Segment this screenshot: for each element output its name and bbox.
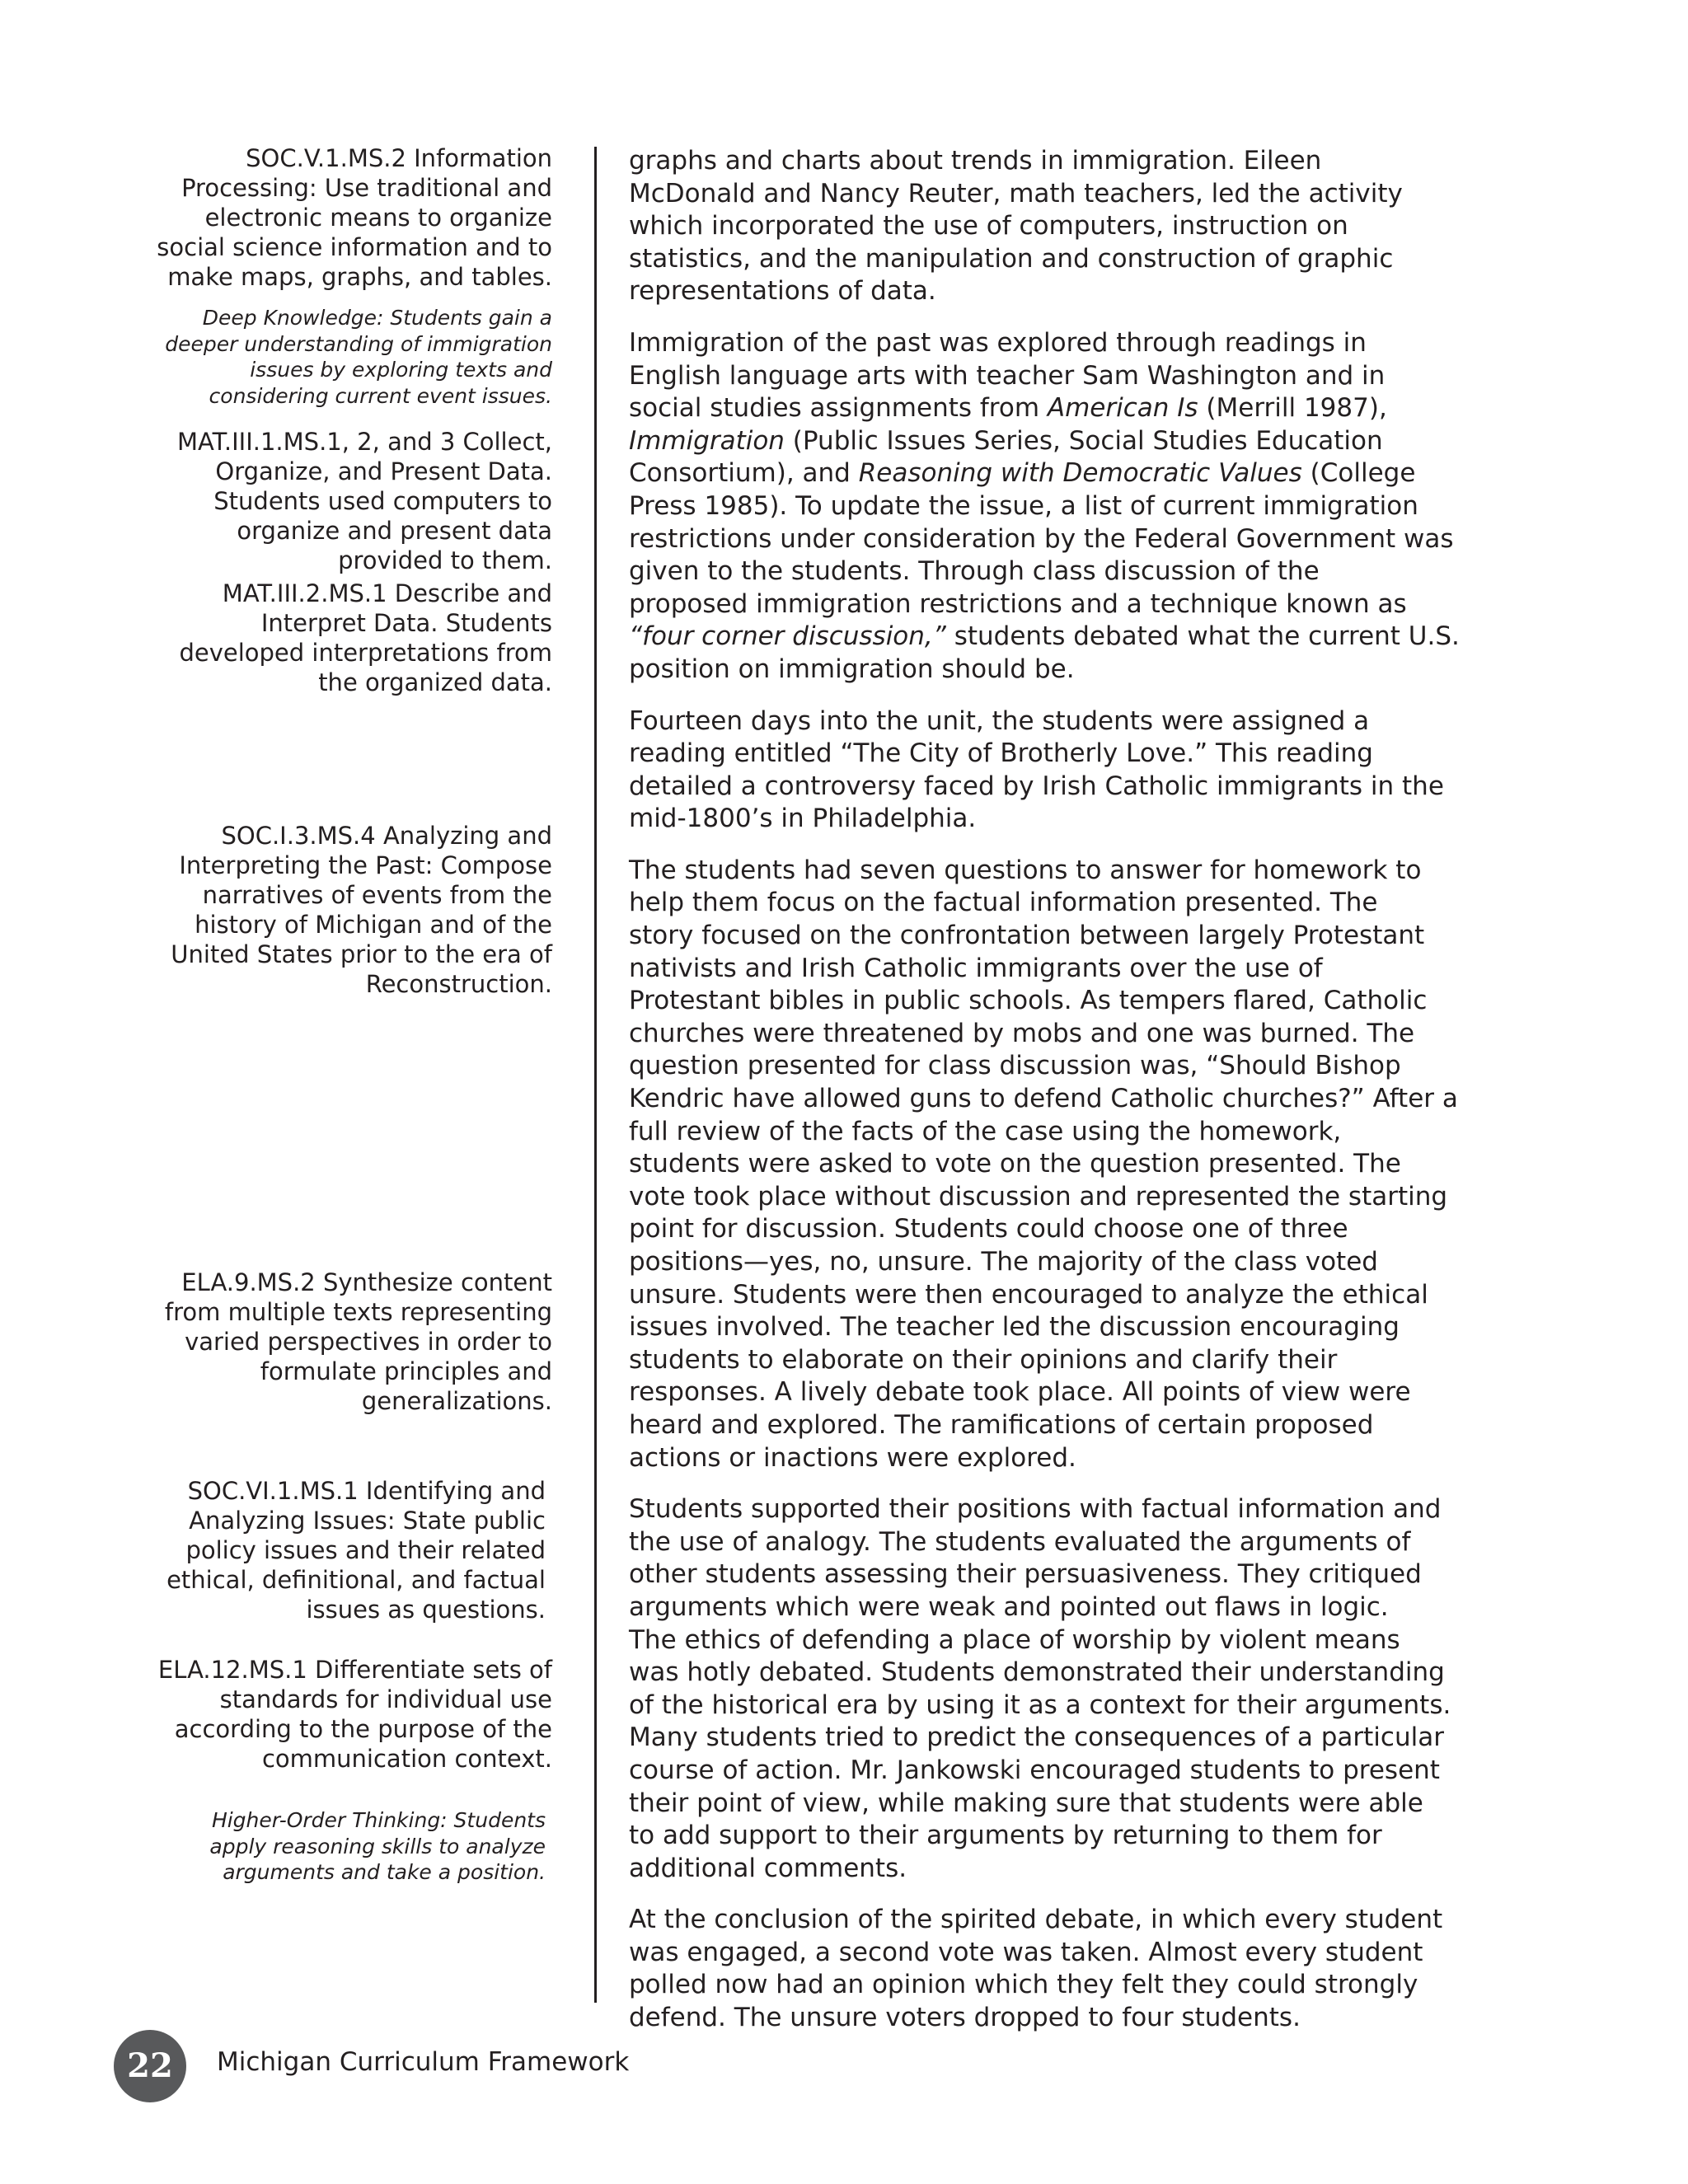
text-line: of the historical era by using it as a context for their arguments.: [629, 1690, 1451, 1720]
paragraph-1: [629, 145, 1498, 308]
text-line: to add support to their arguments by returning to them for: [629, 1821, 1382, 1851]
paragraph-5: [629, 1493, 1498, 1885]
book-title-immigration: Immigration: [629, 425, 785, 456]
text-line: Protestant bibles in public schools. As tempers flared, Catholic: [629, 986, 1428, 1016]
text-line: issues involved. The teacher led the discussion encouraging: [629, 1312, 1400, 1343]
paragraph-2: Immigration of the past was explored through readings in English language arts with teacher Sam Washington and in social studies assignments from American Is (Merrill 1987), Immigration (Public Issues Series, Social Studies Education Consortium), and Reasoning with Democratic Values (College Press 1985). To update the issue, a list of current immigration restrictions under consideration by the Federal Government was given to the students. Through class discussion of the proposed immigration restrictions and a technique known as “four corner discussion,” students debated what the current U.S. position on immigration should be.: [629, 327, 1460, 684]
text-line: according to the purpose of the: [174, 1715, 552, 1743]
paragraph-4: [629, 855, 1498, 1474]
text-line: defend. The unsure voters dropped to four students.: [629, 2003, 1301, 2033]
text-line: arguments and take a position.: [223, 1860, 546, 1884]
text-line: communication context.: [261, 1745, 552, 1773]
text-line: students to elaborate on their opinions and clarify their: [629, 1344, 1338, 1375]
standard-ela-9: [140, 1268, 552, 1416]
text-line: Students supported their positions with factual information and: [629, 1494, 1442, 1525]
text-line: provided to them.: [338, 546, 552, 574]
text-line: polled now had an opinion which they felt they could strongly: [629, 1970, 1418, 2000]
text-line: reading entitled “The City of Brotherly Love.” This reading: [629, 738, 1373, 769]
text-line: MAT.III.2.MS.1 Describe and: [222, 579, 552, 607]
text-line: mid-1800’s in Philadelphia.: [629, 804, 977, 834]
text-line: formulate principles and: [260, 1357, 552, 1385]
text-line: ethical, definitional, and factual: [166, 1566, 546, 1594]
text-line: Interpret Data. Students: [260, 609, 552, 637]
text-line: electronic means to organize: [204, 204, 552, 232]
text-line: unsure. Students were then encouraged to analyze the ethical: [629, 1279, 1428, 1310]
text-line: the organized data.: [318, 668, 552, 696]
text-line: United States prior to the era of: [171, 940, 552, 968]
text-line: varied perspectives in order to: [185, 1328, 552, 1356]
text-line: positions—yes, no, unsure. The majority of the class voted: [629, 1247, 1378, 1277]
main-column: [629, 145, 1498, 2054]
text-line: MAT.III.1.MS.1, 2, and 3 Collect,: [177, 428, 552, 456]
text-line: Students used computers to: [213, 487, 552, 515]
text-line: Deep Knowledge: Students gain a: [202, 306, 552, 330]
text-line: Processing: Use traditional and: [181, 174, 552, 202]
text-line: considering current event issues.: [209, 383, 552, 408]
text-line: Reconstruction.: [365, 970, 552, 998]
text-line: additional comments.: [629, 1853, 907, 1883]
text-line: nativists and Irish Catholic immigrants over the use of: [629, 953, 1323, 983]
text-line: statistics, and the manipulation and construction of graphic: [629, 243, 1394, 274]
text-line: responses. A lively debate took place. All points of view were: [629, 1377, 1411, 1408]
text-line: The ethics of defending a place of worship by violent means: [629, 1624, 1400, 1655]
text-line: ELA.9.MS.2 Synthesize content: [181, 1268, 552, 1296]
text-line: students were asked to vote on the question presented. The: [629, 1149, 1401, 1179]
text-line: graphs and charts about trends in immigration. Eileen: [629, 146, 1322, 176]
book-title-reasoning: Reasoning with Democratic Values: [858, 458, 1302, 489]
text-line: SOC.V.1.MS.2 Information: [246, 144, 552, 172]
text-line: Fourteen days into the unit, the students were assigned a: [629, 705, 1370, 736]
text-line: point for discussion. Students could choose one of three: [629, 1214, 1348, 1244]
text-line: vote took place without discussion and represented the starting: [629, 1181, 1448, 1212]
note-deep-knowledge: [140, 305, 552, 409]
text-line: McDonald and Nancy Reuter, math teachers, led the activity: [629, 178, 1403, 209]
text-line: ELA.12.MS.1 Differentiate sets of: [157, 1656, 552, 1684]
term-four-corner-discussion: “four corner discussion,”: [629, 621, 946, 652]
text-line: Kendric have allowed guns to defend Catholic churches?” After a: [629, 1084, 1458, 1114]
text-line: narratives of events from the: [202, 881, 552, 909]
standard-soc-i-3: [140, 821, 552, 999]
text-line: generalizations.: [361, 1387, 552, 1415]
note-higher-order-thinking: [134, 1807, 546, 1886]
text-line: story focused on the confrontation between largely Protestant: [629, 921, 1425, 951]
text-line: deeper understanding of immigration: [165, 331, 552, 356]
paragraph-3: [629, 705, 1498, 836]
standard-mat-iii-1: [140, 427, 552, 575]
standard-mat-iii-2: [140, 579, 552, 697]
text-line: developed interpretations from: [179, 639, 552, 667]
paragraph-6: [629, 1904, 1498, 2034]
column-divider: [594, 147, 597, 2003]
text-line: detailed a controversy faced by Irish Catholic immigrants in the: [629, 771, 1444, 801]
text-line: was engaged, a second vote was taken. Almost every student: [629, 1937, 1423, 1967]
text-line: the use of analogy. The students evaluated the arguments of: [629, 1526, 1411, 1557]
text-line: social science information and to: [157, 233, 552, 261]
text-line: question presented for class discussion was, “Should Bishop: [629, 1051, 1401, 1081]
text-line: make maps, graphs, and tables.: [167, 263, 552, 291]
standard-ela-12: [140, 1655, 552, 1774]
text-line: apply reasoning skills to analyze: [209, 1834, 546, 1858]
text-line: policy issues and their related: [185, 1536, 546, 1564]
text-line: organize and present data: [237, 517, 552, 545]
text-line: actions or inactions were explored.: [629, 1442, 1076, 1473]
text-line: standards for individual use: [219, 1685, 552, 1713]
text-line: was hotly debated. Students demonstrated their understanding: [629, 1657, 1445, 1688]
text-line: help them focus on the factual information presented. The: [629, 888, 1378, 918]
text-line: heard and explored. The ramifications of certain proposed: [629, 1409, 1374, 1440]
text-line: their point of view, while making sure that students were able: [629, 1788, 1423, 1818]
text-line: issues as questions.: [306, 1596, 546, 1624]
text-line: Analyzing Issues: State public: [189, 1507, 546, 1535]
text-line: full review of the facts of the case using the homework,: [629, 1116, 1342, 1146]
text-line: which incorporated the use of computers, instruction on: [629, 211, 1348, 241]
text-line: SOC.VI.1.MS.1 Identifying and: [187, 1477, 546, 1505]
text-line: issues by exploring texts and: [250, 358, 552, 382]
text-line: At the conclusion of the spirited debate, in which every student: [629, 1905, 1443, 1935]
text-line: course of action. Mr. Jankowski encouraged students to present: [629, 1755, 1440, 1785]
text-line: Many students tried to predict the consequences of a particular: [629, 1722, 1444, 1753]
text-line: The students had seven questions to answer for homework to: [629, 855, 1422, 885]
standard-soc-v-1: [140, 143, 552, 292]
standard-soc-vi-1: [134, 1476, 546, 1624]
page-number-badge: 22: [114, 2030, 186, 2102]
text-line: history of Michigan and of the: [195, 911, 552, 939]
text-line: other students assessing their persuasiveness. They critiqued: [629, 1559, 1422, 1590]
text-line: representations of data.: [629, 276, 936, 307]
text-line: churches were threatened by mobs and one was burned. The: [629, 1018, 1415, 1048]
book-title-american-is: American Is: [1047, 393, 1198, 424]
text-line: Higher-Order Thinking: Students: [211, 1808, 546, 1832]
text-line: Organize, and Present Data.: [215, 457, 552, 485]
text-line: SOC.I.3.MS.4 Analyzing and: [221, 822, 552, 850]
text-line: Interpreting the Past: Compose: [179, 851, 552, 879]
text-line: arguments which were weak and pointed out flaws in logic.: [629, 1591, 1389, 1622]
text-line: from multiple texts representing: [164, 1298, 552, 1326]
footer-title: Michigan Curriculum Framework: [217, 2047, 630, 2077]
